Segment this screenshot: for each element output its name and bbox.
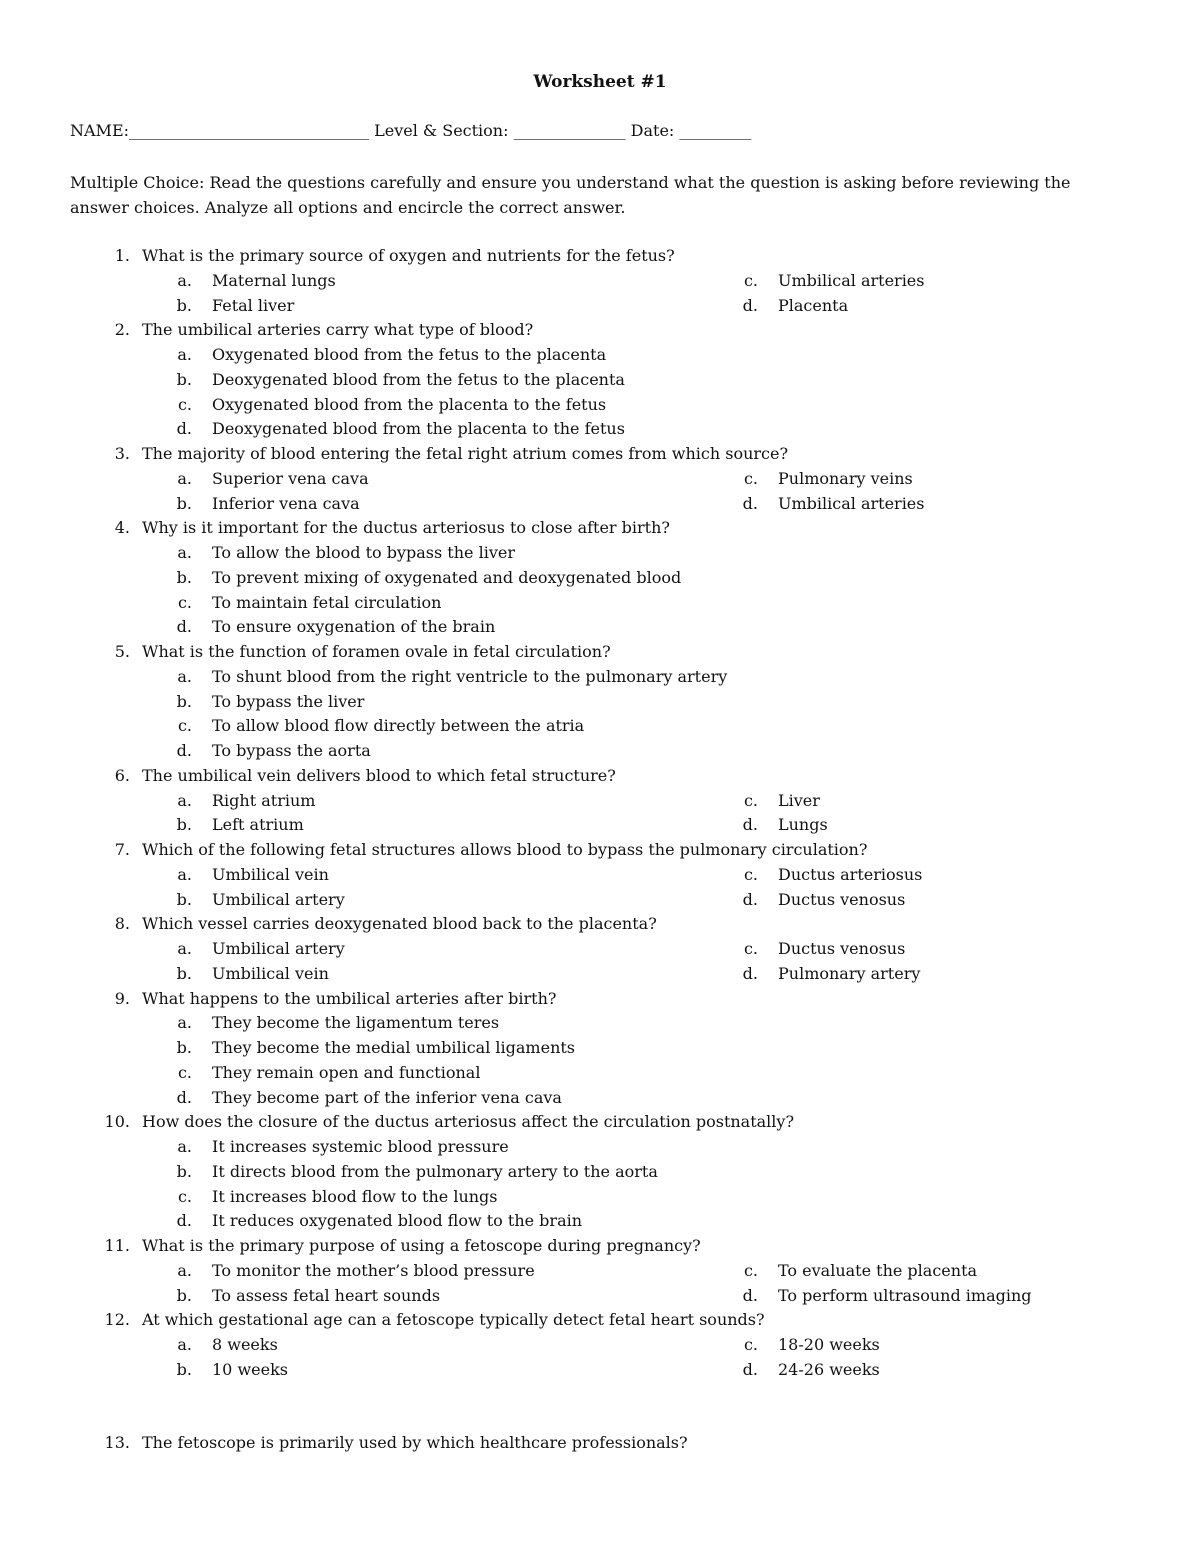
option-text: To maintain fetal circulation [212,592,442,612]
option-letter: d. [176,617,192,637]
option-letter: b. [176,369,192,389]
question-3 [0,442,1200,467]
option-text: 8 weeks [212,1335,278,1354]
answer-option-c[interactable] [0,393,1200,418]
option-row [0,888,1200,913]
option-text: Ductus venosus [778,939,906,958]
option-row [0,1333,1200,1358]
question-10 [0,1110,1200,1135]
option-letter: d. [742,493,758,513]
option-text: Right atrium [212,790,316,810]
option-text: They become the ligamentum teres [212,1013,500,1033]
option-text: Lungs [778,815,828,835]
option-letter: a. [177,270,192,290]
option-row [0,492,1200,517]
student-info-line: NAME:______________________________ Level & Section: ______________ Date: _________ [70,121,752,140]
option-letter: c. [743,864,758,884]
answer-option-a[interactable] [0,665,1200,690]
option-text: Umbilical arteries [778,270,925,290]
question-5 [0,640,1200,665]
option-letter: a. [177,1335,192,1354]
option-text: To evaluate the placenta [778,1260,978,1280]
option-text: 24-26 weeks [778,1359,880,1379]
option-letter: a. [177,345,192,364]
option-letter: a. [177,1260,192,1280]
option-text: To bypass the aorta [212,741,371,760]
option-letter: d. [742,295,758,315]
answer-option-b[interactable] [0,566,1200,591]
question-number: 7. [114,840,130,859]
answer-option-b[interactable] [0,368,1200,393]
option-text: Umbilical vein [212,864,329,884]
option-text: 10 weeks [212,1359,288,1379]
option-letter: c. [743,270,758,290]
answer-option-b[interactable] [0,1036,1200,1061]
option-row [0,789,1200,814]
question-number: 10. [104,1112,130,1132]
question-number: 4. [114,518,130,538]
question-11 [0,1234,1200,1259]
option-letter: c. [177,1062,192,1082]
option-text: It directs blood from the pulmonary artery to the aorta [212,1161,658,1181]
worksheet-title: Worksheet #1 [533,72,667,92]
question-number: 8. [114,914,130,934]
option-row [0,269,1200,294]
option-letter: c. [177,1186,192,1206]
option-text: They become part of the inferior vena cava [212,1087,562,1107]
option-letter: c. [743,1260,758,1280]
question-number: 12. [104,1310,130,1330]
option-letter: d. [176,1087,192,1107]
option-letter: b. [176,1285,192,1305]
option-text: To bypass the liver [212,691,365,711]
option-text: It reduces oxygenated blood flow to the brain [212,1211,583,1231]
option-text: Umbilical arteries [778,493,925,513]
option-letter: d. [742,815,758,835]
answer-option-c[interactable] [0,1061,1200,1086]
option-row [0,937,1200,962]
question-1 [0,244,1200,269]
option-letter: a. [177,1013,192,1033]
question-number: 3. [114,444,130,463]
option-letter: a. [177,468,192,488]
question-12 [0,1308,1200,1333]
option-letter: d. [742,889,758,909]
option-text: Superior vena cava [212,468,369,488]
option-text: Ductus arteriosus [778,864,923,884]
option-row [0,1284,1200,1309]
option-letter: b. [176,1038,192,1057]
question-text: What is the primary source of oxygen and nutrients for the fetus? [142,246,675,265]
option-letter: b. [176,493,192,513]
answer-option-d[interactable] [0,417,1200,442]
option-text: They remain open and functional [212,1062,481,1082]
option-text: To perform ultrasound imaging [778,1285,1032,1305]
option-row [0,962,1200,987]
question-number: 5. [114,642,130,661]
question-text: How does the closure of the ductus arteriosus affect the circulation postnatally? [142,1112,795,1132]
option-text: Liver [778,790,820,810]
option-letter: c. [743,790,758,810]
option-letter: c. [177,394,192,414]
option-text: They become the medial umbilical ligaments [212,1038,576,1057]
option-letter: b. [176,1161,192,1181]
option-letter: a. [177,864,192,884]
option-text: To monitor the mother’s blood pressure [212,1260,535,1280]
answer-option-b[interactable] [0,1160,1200,1185]
answer-option-a[interactable] [0,1011,1200,1036]
answer-option-d[interactable] [0,1086,1200,1111]
option-letter: b. [176,889,192,909]
option-text: It increases systemic blood pressure [212,1137,509,1156]
option-letter: c. [177,592,192,612]
option-text: Umbilical vein [212,963,329,983]
question-number: 9. [114,988,130,1008]
option-letter: b. [176,963,192,983]
option-letter: b. [176,815,192,835]
answer-option-c[interactable] [0,591,1200,616]
option-row [0,863,1200,888]
option-letter: a. [177,1137,192,1156]
answer-option-d[interactable] [0,615,1200,640]
option-text: To shunt blood from the right ventricle to the pulmonary artery [212,666,728,686]
option-letter: b. [176,691,192,711]
option-letter: d. [742,1285,758,1305]
option-letter: b. [176,567,192,587]
option-text: Pulmonary artery [778,963,921,983]
answer-option-c[interactable] [0,1185,1200,1210]
question-list [0,244,1200,1383]
option-letter: c. [743,468,758,488]
question-text: The umbilical vein delivers blood to which fetal structure? [142,765,616,785]
option-text: Deoxygenated blood from the fetus to the placenta [212,369,625,389]
option-letter: a. [177,543,192,562]
option-row [0,1259,1200,1284]
question-text: What happens to the umbilical arteries after birth? [142,988,557,1008]
question-number: 13. [104,1433,130,1452]
answer-option-a[interactable] [0,541,1200,566]
option-letter: b. [176,295,192,315]
question-text: What is the primary purpose of using a fetoscope during pregnancy? [142,1236,701,1255]
option-text: Placenta [778,295,849,315]
instructions: Multiple Choice: Read the questions carefully and ensure you understand what the question is asking before reviewing the answer choices. Analyze all options and encircle the correct answer. [70,173,1071,217]
question-text: Why is it important for the ductus arteriosus to close after birth? [142,518,670,538]
question-text: The fetoscope is primarily used by which healthcare professionals? [142,1433,688,1452]
option-letter: a. [177,790,192,810]
option-text: Fetal liver [212,295,295,315]
option-text: It increases blood flow to the lungs [212,1186,498,1206]
answer-option-a[interactable] [0,343,1200,368]
question-text: Which vessel carries deoxygenated blood back to the placenta? [142,914,657,934]
option-letter: b. [176,1359,192,1379]
question-4 [0,516,1200,541]
option-letter: c. [743,1335,758,1354]
option-row [0,294,1200,319]
option-text: Ductus venosus [778,889,906,909]
question-text: Which of the following fetal structures allows blood to bypass the pulmonary circulation? [142,840,868,859]
question-text: At which gestational age can a fetoscope typically detect fetal heart sounds? [142,1310,765,1330]
question-number: 2. [114,320,130,340]
question-7 [0,838,1200,863]
option-letter: c. [177,716,192,736]
option-row [0,813,1200,838]
answer-option-a[interactable] [0,1135,1200,1160]
answer-option-b[interactable] [0,690,1200,715]
answer-option-d[interactable] [0,739,1200,764]
option-row [0,1358,1200,1383]
question-8 [0,912,1200,937]
option-text: Oxygenated blood from the fetus to the placenta [212,345,607,364]
question-text: What is the function of foramen ovale in fetal circulation? [142,642,611,661]
question-text: The umbilical arteries carry what type of blood? [142,320,534,340]
option-letter: d. [742,963,758,983]
question-number: 1. [114,246,130,265]
option-letter: a. [177,939,192,958]
option-text: To assess fetal heart sounds [212,1285,441,1305]
option-letter: a. [177,666,192,686]
option-text: Oxygenated blood from the placenta to the fetus [212,394,607,414]
option-text: To prevent mixing of oxygenated and deoxygenated blood [212,567,682,587]
option-text: Umbilical artery [212,889,345,909]
question-9 [0,987,1200,1012]
answer-option-c[interactable] [0,714,1200,739]
option-text: To ensure oxygenation of the brain [212,617,496,637]
option-row [0,467,1200,492]
option-text: Pulmonary veins [778,468,913,488]
option-text: Left atrium [212,815,304,835]
answer-option-d[interactable] [0,1209,1200,1234]
question-6 [0,764,1200,789]
question-13 [0,1430,1200,1455]
option-letter: d. [742,1359,758,1379]
option-text: 18-20 weeks [778,1335,880,1354]
question-number: 11. [104,1236,130,1255]
question-2 [0,318,1200,343]
option-text: Deoxygenated blood from the placenta to the fetus [212,419,625,439]
option-letter: c. [743,939,758,958]
option-text: Inferior vena cava [212,493,360,513]
option-text: To allow blood flow directly between the atria [212,716,585,736]
question-number: 6. [114,765,130,785]
option-letter: d. [176,1211,192,1231]
option-letter: d. [176,419,192,439]
option-text: Maternal lungs [212,270,336,290]
option-letter: d. [176,741,192,760]
question-text: The majority of blood entering the fetal right atrium comes from which source? [142,444,789,463]
option-text: Umbilical artery [212,939,345,958]
option-text: To allow the blood to bypass the liver [212,543,515,562]
